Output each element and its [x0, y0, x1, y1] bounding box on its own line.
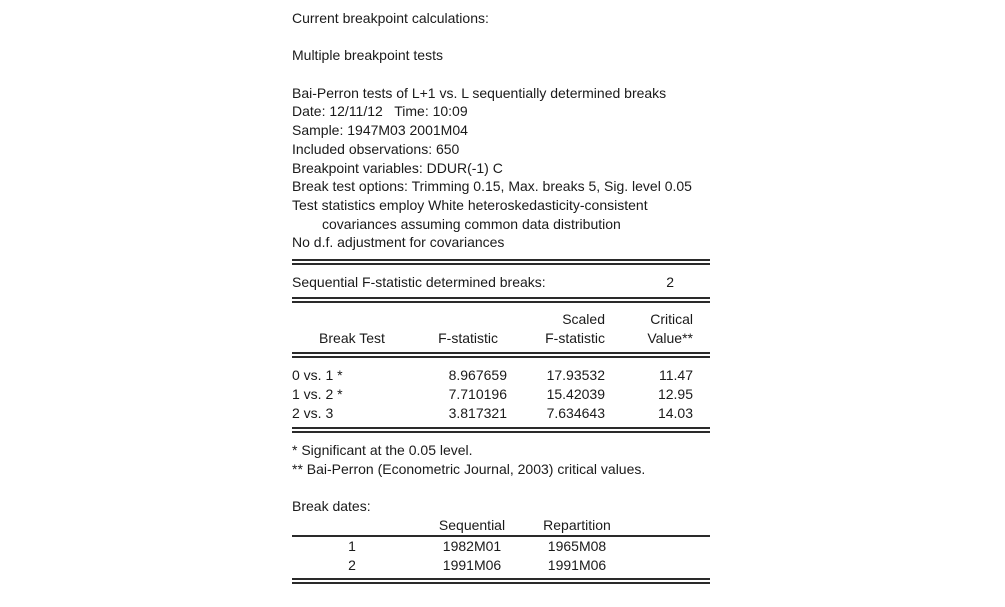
header-cell-critical-value: Value**: [647, 329, 693, 346]
f-statistic-value: 3.817321: [448, 404, 507, 421]
test-label: 1 vs. 2 *: [292, 385, 343, 402]
spec-line-variables: Breakpoint variables: DDUR(-1) C: [292, 159, 503, 176]
header-cell: [622, 516, 710, 535]
header-cell-break-test: Break Test: [319, 329, 385, 346]
footnote-significance: * Significant at the 0.05 level.: [292, 442, 473, 459]
break-test-row: [292, 404, 710, 423]
blank-line: [292, 28, 710, 47]
break-test-row: [292, 385, 710, 404]
breakpoint-output: [292, 0, 710, 584]
separator-double: [292, 259, 710, 265]
summary-value: 2: [666, 274, 674, 291]
spec-line-test-options: Break test options: Trimming 0.15, Max. breaks 5, Sig. level 0.05: [292, 178, 692, 195]
test-label: 2 vs. 3: [292, 404, 334, 421]
break-dates-header-row: [292, 516, 710, 535]
repartition-date: 1991M06: [547, 556, 607, 573]
f-statistic-value: 7.710196: [448, 385, 507, 402]
sequential-date: 1991M06: [442, 556, 502, 573]
critical-value: 11.47: [659, 367, 693, 384]
critical-value: 12.95: [657, 385, 693, 402]
spec-line-observations: Included observations: 650: [292, 140, 460, 157]
sequential-date: 1982M01: [442, 537, 502, 554]
spec-line-test-description: Bai-Perron tests of L+1 vs. L sequentially determined breaks: [292, 84, 667, 101]
blank-line: [292, 479, 710, 498]
break-test-row: [292, 366, 710, 385]
scaled-f-statistic-value: 15.42039: [546, 385, 605, 402]
current-calculations-heading: Current breakpoint calculations:: [292, 10, 489, 26]
scaled-f-statistic-value: 7.634643: [546, 404, 605, 421]
test-label: 0 vs. 1 *: [292, 367, 343, 384]
blank-line: [292, 65, 710, 84]
footnote-critical-values: ** Bai-Perron (Econometric Journal, 2003) critical values.: [292, 461, 646, 478]
spec-line-covariance-note-2: covariances assuming common data distribution: [322, 215, 621, 232]
break-test-header-row-1: [292, 310, 710, 329]
break-date-row: [292, 556, 710, 575]
separator-double: [292, 427, 710, 433]
repartition-date: 1965M08: [547, 537, 607, 554]
summary-label: Sequential F-statistic determined breaks:: [292, 274, 546, 291]
header-cell: [402, 310, 507, 329]
section-title: Multiple breakpoint tests: [292, 47, 443, 64]
separator-double: [292, 352, 710, 358]
spec-line-covariance-note-1: Test statistics employ White heteroskedasticity-consistent: [292, 197, 648, 213]
f-statistic-value: 8.967659: [448, 367, 507, 384]
separator-double: [292, 578, 710, 584]
header-cell-sequential: Sequential: [438, 517, 506, 534]
header-cell-scaled-f-statistic: F-statistic: [545, 329, 605, 346]
break-dates-table: [292, 497, 710, 584]
separator-double: [292, 297, 710, 303]
header-cell: [292, 516, 412, 535]
break-test-header-row-2: [292, 329, 710, 348]
sequential-breaks-summary: [292, 273, 710, 292]
break-test-table: [292, 310, 710, 434]
break-date-row: [292, 537, 710, 556]
header-cell: Critical: [650, 310, 693, 327]
header-cell-repartition: Repartition: [543, 517, 611, 534]
break-index: 1: [348, 537, 356, 554]
spec-line-df-adjustment: No d.f. adjustment for covariances: [292, 234, 505, 251]
spec-line-date-time: Date: 12/11/12 Time: 10:09: [292, 103, 468, 120]
spec-line-sample: Sample: 1947M03 2001M04: [292, 122, 468, 139]
header-cell: Scaled: [562, 310, 605, 327]
critical-value: 14.03: [657, 404, 693, 421]
scaled-f-statistic-value: 17.93532: [546, 367, 605, 384]
break-index: 2: [348, 556, 356, 573]
header-cell: [292, 310, 402, 329]
header-cell-f-statistic: F-statistic: [438, 329, 498, 346]
break-dates-label: Break dates:: [292, 498, 371, 515]
